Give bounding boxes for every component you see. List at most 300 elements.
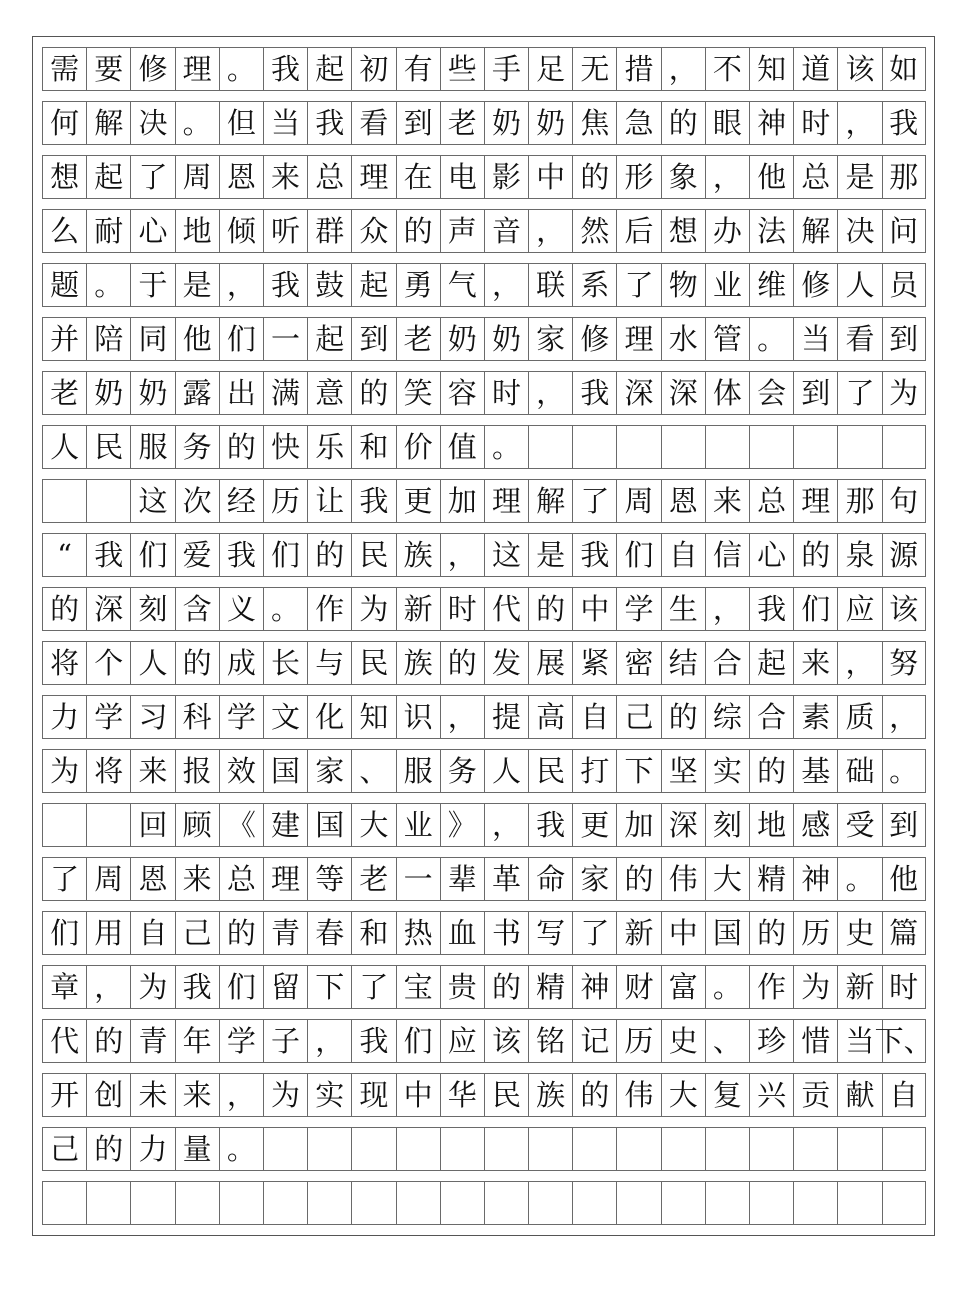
grid-cell: 的	[396, 210, 440, 252]
grid-cell: 了	[42, 858, 86, 900]
grid-cell: 当	[793, 318, 837, 360]
grid-cell: 书	[484, 912, 528, 954]
grid-cell: 精	[749, 858, 793, 900]
grid-cell: 眼	[705, 102, 749, 144]
grid-cell: 起	[307, 318, 351, 360]
grid-cell: 理	[175, 48, 219, 90]
grid-cell: 实	[307, 1074, 351, 1116]
grid-cell: 章	[42, 966, 86, 1008]
grid-row	[42, 209, 926, 253]
grid-cell: 历	[263, 480, 307, 522]
grid-cell: 效	[219, 750, 263, 792]
grid-cell: 我	[307, 102, 351, 144]
grid-cell	[484, 1128, 528, 1170]
grid-cell	[793, 1128, 837, 1170]
grid-cell: 史	[661, 1020, 705, 1062]
grid-cell: 理	[351, 156, 395, 198]
grid-cell: 展	[528, 642, 572, 684]
grid-cell: 大	[661, 1074, 705, 1116]
grid-cell: 习	[130, 696, 174, 738]
grid-cell: 总	[307, 156, 351, 198]
grid-cell: 为	[351, 588, 395, 630]
grid-row	[42, 425, 926, 469]
grid-cell	[307, 1128, 351, 1170]
grid-cell: 需	[42, 48, 86, 90]
grid-cell: 理	[263, 858, 307, 900]
grid-cell: 高	[528, 696, 572, 738]
grid-cell	[396, 1128, 440, 1170]
grid-cell: 露	[175, 372, 219, 414]
grid-cell: 科	[175, 696, 219, 738]
grid-cell: 服	[396, 750, 440, 792]
grid-cell	[263, 1128, 307, 1170]
grid-cell: 贡	[793, 1074, 837, 1116]
grid-cell: 初	[351, 48, 395, 90]
grid-cell: 中	[572, 588, 616, 630]
grid-cell: 的	[307, 534, 351, 576]
grid-cell: 道	[793, 48, 837, 90]
grid-cell: 我	[351, 480, 395, 522]
grid-cell	[440, 1182, 484, 1224]
grid-cell	[837, 1128, 881, 1170]
grid-cell: 会	[749, 372, 793, 414]
grid-cell: 密	[616, 642, 660, 684]
grid-cell: 的	[42, 588, 86, 630]
grid-cell: 的	[86, 1020, 130, 1062]
grid-cell: 来	[175, 858, 219, 900]
grid-cell: 的	[749, 912, 793, 954]
grid-cell: 该	[882, 588, 926, 630]
grid-cell: 是	[175, 264, 219, 306]
grid-cell: 神	[572, 966, 616, 1008]
grid-cell: 地	[175, 210, 219, 252]
grid-cell	[307, 1182, 351, 1224]
grid-cell: 惜	[793, 1020, 837, 1062]
grid-cell: 我	[572, 372, 616, 414]
grid-cell: 乐	[307, 426, 351, 468]
grid-row	[42, 1181, 926, 1225]
grid-cell: 我	[749, 588, 793, 630]
grid-cell: 加	[440, 480, 484, 522]
grid-cell: 己	[42, 1128, 86, 1170]
grid-cell: 让	[307, 480, 351, 522]
grid-cell: 到	[882, 804, 926, 846]
grid-cell: 精	[528, 966, 572, 1008]
grid-cell	[351, 1128, 395, 1170]
grid-cell: 群	[307, 210, 351, 252]
grid-cell: 财	[616, 966, 660, 1008]
grid-cell: 国	[263, 750, 307, 792]
grid-cell: 报	[175, 750, 219, 792]
grid-cell: 耐	[86, 210, 130, 252]
grid-cell: 加	[616, 804, 660, 846]
grid-cell: 一	[396, 858, 440, 900]
grid-cell: ，	[484, 804, 528, 846]
grid-cell: 意	[307, 372, 351, 414]
grid-cell: 民	[484, 1074, 528, 1116]
grid-cell: 了	[130, 156, 174, 198]
grid-cell: 力	[130, 1128, 174, 1170]
grid-cell: 宝	[396, 966, 440, 1008]
grid-cell: 勇	[396, 264, 440, 306]
grid-cell: 家	[307, 750, 351, 792]
grid-cell: ，	[528, 210, 572, 252]
grid-cell: 想	[661, 210, 705, 252]
grid-cell: 与	[307, 642, 351, 684]
grid-cell: 民	[528, 750, 572, 792]
grid-cell: 体	[705, 372, 749, 414]
grid-cell: 周	[616, 480, 660, 522]
grid-cell: 含	[175, 588, 219, 630]
grid-cell: 量	[175, 1128, 219, 1170]
grid-cell: 的	[219, 426, 263, 468]
grid-cell: 务	[175, 426, 219, 468]
grid-cell	[661, 1128, 705, 1170]
grid-cell: 学	[616, 588, 660, 630]
grid-cell: 自	[882, 1074, 926, 1116]
grid-cell: 们	[793, 588, 837, 630]
grid-cell: 在	[396, 156, 440, 198]
grid-cell: 。	[705, 966, 749, 1008]
grid-cell: 人	[837, 264, 881, 306]
grid-cell: 献	[837, 1074, 881, 1116]
grid-cell	[793, 426, 837, 468]
grid-cell: 和	[351, 426, 395, 468]
grid-cell: 的	[440, 642, 484, 684]
grid-cell: 文	[263, 696, 307, 738]
grid-cell: 陪	[86, 318, 130, 360]
grid-cell: 个	[86, 642, 130, 684]
grid-cell: 结	[661, 642, 705, 684]
grid-cell: 修	[793, 264, 837, 306]
grid-row	[42, 857, 926, 901]
grid-cell: 年	[175, 1020, 219, 1062]
grid-cell: 知	[749, 48, 793, 90]
grid-cell: 满	[263, 372, 307, 414]
grid-cell: 服	[130, 426, 174, 468]
grid-cell: 家	[572, 858, 616, 900]
grid-cell: 新	[616, 912, 660, 954]
grid-cell: 我	[219, 534, 263, 576]
grid-cell: 系	[572, 264, 616, 306]
grid-cell: 自	[130, 912, 174, 954]
grid-cell: 音	[484, 210, 528, 252]
grid-cell: 地	[749, 804, 793, 846]
grid-cell	[42, 480, 86, 522]
grid-cell	[793, 1182, 837, 1224]
grid-cell: 的	[484, 966, 528, 1008]
grid-cell	[616, 1182, 660, 1224]
grid-cell: 经	[219, 480, 263, 522]
grid-cell: 的	[572, 1074, 616, 1116]
grid-cell: 心	[130, 210, 174, 252]
grid-cell: 和	[351, 912, 395, 954]
grid-cell: 的	[572, 156, 616, 198]
grid-cell: 形	[616, 156, 660, 198]
grid-cell: 应	[440, 1020, 484, 1062]
grid-cell: 深	[616, 372, 660, 414]
grid-cell	[42, 1182, 86, 1224]
grid-cell: 们	[396, 1020, 440, 1062]
grid-cell: 但	[219, 102, 263, 144]
grid-cell: ，	[837, 642, 881, 684]
grid-cell: 想	[42, 156, 86, 198]
grid-cell: 老	[351, 858, 395, 900]
grid-cell: 伟	[661, 858, 705, 900]
grid-cell: 。	[263, 588, 307, 630]
grid-cell: 心	[749, 534, 793, 576]
grid-cell: 、	[351, 750, 395, 792]
grid-cell: 民	[86, 426, 130, 468]
grid-row	[42, 479, 926, 523]
grid-cell: 刻	[705, 804, 749, 846]
grid-cell: 留	[263, 966, 307, 1008]
grid-cell: 族	[528, 1074, 572, 1116]
grid-cell: 修	[572, 318, 616, 360]
grid-cell: 写	[528, 912, 572, 954]
grid-cell: 现	[351, 1074, 395, 1116]
grid-cell: 。	[219, 48, 263, 90]
grid-cell: 兴	[749, 1074, 793, 1116]
grid-cell: 更	[572, 804, 616, 846]
grid-cell: 要	[86, 48, 130, 90]
grid-cell: 民	[351, 642, 395, 684]
grid-cell: 务	[440, 750, 484, 792]
grid-cell: 深	[661, 372, 705, 414]
grid-cell: 联	[528, 264, 572, 306]
grid-cell: ，	[307, 1020, 351, 1062]
grid-cell: 么	[42, 210, 86, 252]
grid-cell: 无	[572, 48, 616, 90]
grid-cell	[42, 804, 86, 846]
grid-row	[42, 155, 926, 199]
grid-cell: 奶	[86, 372, 130, 414]
grid-cell: 后	[616, 210, 660, 252]
grid-cell: 的	[749, 750, 793, 792]
grid-cell: 理	[793, 480, 837, 522]
grid-row	[42, 317, 926, 361]
grid-cell: 记	[572, 1020, 616, 1062]
grid-cell: 深	[86, 588, 130, 630]
grid-cell: 义	[219, 588, 263, 630]
grid-row	[42, 533, 926, 577]
grid-cell: 听	[263, 210, 307, 252]
grid-cell: 时	[882, 966, 926, 1008]
grid-cell	[175, 1182, 219, 1224]
grid-cell: 大	[705, 858, 749, 900]
grid-cell	[705, 426, 749, 468]
grid-cell: 子	[263, 1020, 307, 1062]
grid-cell: 于	[130, 264, 174, 306]
grid-cell: 将	[86, 750, 130, 792]
grid-cell: 看	[837, 318, 881, 360]
grid-row	[42, 965, 926, 1009]
grid-cell: 族	[396, 642, 440, 684]
grid-row	[42, 587, 926, 631]
grid-cell	[528, 1182, 572, 1224]
grid-cell: 那	[882, 156, 926, 198]
grid-cell: 我	[263, 48, 307, 90]
grid-cell: 篇	[882, 912, 926, 954]
grid-cell: “	[42, 534, 86, 576]
grid-cell: ，	[528, 372, 572, 414]
grid-cell: 了	[572, 480, 616, 522]
grid-cell: 素	[793, 696, 837, 738]
grid-cell: 到	[396, 102, 440, 144]
grid-cell: 人	[130, 642, 174, 684]
grid-row	[42, 47, 926, 91]
grid-cell: 中	[396, 1074, 440, 1116]
grid-cell: 作	[749, 966, 793, 1008]
grid-cell: 为	[793, 966, 837, 1008]
grid-cell: 我	[351, 1020, 395, 1062]
grid-cell: 顾	[175, 804, 219, 846]
grid-cell: 众	[351, 210, 395, 252]
grid-cell: 泉	[837, 534, 881, 576]
grid-cell: 复	[705, 1074, 749, 1116]
grid-cell: 并	[42, 318, 86, 360]
grid-cell	[86, 804, 130, 846]
grid-cell: 快	[263, 426, 307, 468]
grid-cell: ，	[661, 48, 705, 90]
grid-cell: 恩	[219, 156, 263, 198]
grid-cell: 理	[616, 318, 660, 360]
grid-cell: 。	[219, 1128, 263, 1170]
grid-cell: 力	[42, 696, 86, 738]
grid-cell: 爱	[175, 534, 219, 576]
grid-cell: 急	[616, 102, 660, 144]
grid-cell: 。	[749, 318, 793, 360]
grid-cell: 代	[484, 588, 528, 630]
grid-cell: 富	[661, 966, 705, 1008]
grid-cell	[661, 1182, 705, 1224]
grid-cell: 员	[882, 264, 926, 306]
grid-cell: 新	[837, 966, 881, 1008]
grid-cell: 青	[130, 1020, 174, 1062]
grid-cell: 发	[484, 642, 528, 684]
grid-cell: 该	[484, 1020, 528, 1062]
grid-cell: 些	[440, 48, 484, 90]
grid-cell	[882, 1182, 926, 1224]
grid-cell	[749, 1128, 793, 1170]
grid-cell: 修	[130, 48, 174, 90]
grid-cell: 努	[882, 642, 926, 684]
grid-cell: 贵	[440, 966, 484, 1008]
grid-cell: ，	[219, 1074, 263, 1116]
grid-cell: 倾	[219, 210, 263, 252]
grid-cell: 、	[705, 1020, 749, 1062]
grid-cell: ，	[882, 696, 926, 738]
grid-cell: 应	[837, 588, 881, 630]
grid-cell: 总	[219, 858, 263, 900]
grid-cell	[572, 1182, 616, 1224]
grid-cell: 值	[440, 426, 484, 468]
grid-cell: 人	[484, 750, 528, 792]
grid-cell: 的	[661, 696, 705, 738]
grid-row	[42, 263, 926, 307]
grid-cell: 影	[484, 156, 528, 198]
grid-cell: 当	[263, 102, 307, 144]
grid-cell: 恩	[661, 480, 705, 522]
grid-cell: 起	[307, 48, 351, 90]
grid-cell: 我	[263, 264, 307, 306]
grid-row	[42, 749, 926, 793]
grid-cell: 青	[263, 912, 307, 954]
grid-cell: 辈	[440, 858, 484, 900]
grid-cell: 总	[793, 156, 837, 198]
grid-cell: 代	[42, 1020, 86, 1062]
grid-cell: 生	[661, 588, 705, 630]
grid-cell: 价	[396, 426, 440, 468]
grid-cell: 国	[307, 804, 351, 846]
grid-cell: 自	[572, 696, 616, 738]
grid-cell: 。	[86, 264, 130, 306]
grid-cell: 鼓	[307, 264, 351, 306]
grid-cell: 。	[882, 750, 926, 792]
grid-cell: 受	[837, 804, 881, 846]
grid-cell: 法	[749, 210, 793, 252]
grid-cell: 为	[42, 750, 86, 792]
grid-cell	[705, 1182, 749, 1224]
grid-cell: 这	[484, 534, 528, 576]
grid-cell: 了	[351, 966, 395, 1008]
grid-cell	[661, 426, 705, 468]
grid-cell: 下	[307, 966, 351, 1008]
grid-cell: 学	[219, 1020, 263, 1062]
grid-cell: 学	[86, 696, 130, 738]
grid-cell: 到	[882, 318, 926, 360]
grid-cell: 坚	[661, 750, 705, 792]
grid-cell: 决	[130, 102, 174, 144]
grid-cell: 深	[661, 804, 705, 846]
grid-cell: 华	[440, 1074, 484, 1116]
grid-cell	[351, 1182, 395, 1224]
grid-cell: 的	[351, 372, 395, 414]
grid-cell: 决	[837, 210, 881, 252]
grid-cell	[616, 1128, 660, 1170]
grid-cell: 中	[661, 912, 705, 954]
grid-cell: 了	[837, 372, 881, 414]
grid-cell: 理	[484, 480, 528, 522]
grid-cell: 回	[130, 804, 174, 846]
grid-cell: 奶	[528, 102, 572, 144]
grid-cell: 物	[661, 264, 705, 306]
grid-cell: 感	[793, 804, 837, 846]
grid-cell: 化	[307, 696, 351, 738]
grid-cell: 们	[130, 534, 174, 576]
grid-cell: 老	[42, 372, 86, 414]
grid-cell: 看	[351, 102, 395, 144]
grid-cell: 办	[705, 210, 749, 252]
grid-cell: 起	[351, 264, 395, 306]
grid-cell: 我	[882, 102, 926, 144]
grid-cell: 来	[793, 642, 837, 684]
grid-cell: 作	[307, 588, 351, 630]
grid-cell: 一	[263, 318, 307, 360]
grid-cell	[705, 1128, 749, 1170]
grid-cell	[528, 1128, 572, 1170]
grid-cell: 总	[749, 480, 793, 522]
grid-cell: 革	[484, 858, 528, 900]
grid-cell: 。	[837, 858, 881, 900]
grid-cell	[882, 1128, 926, 1170]
grid-cell: 次	[175, 480, 219, 522]
grid-cell: 有	[396, 48, 440, 90]
grid-cell: 下、	[882, 1020, 926, 1062]
grid-cell	[484, 1182, 528, 1224]
grid-cell: 笑	[396, 372, 440, 414]
grid-cell: 将	[42, 642, 86, 684]
